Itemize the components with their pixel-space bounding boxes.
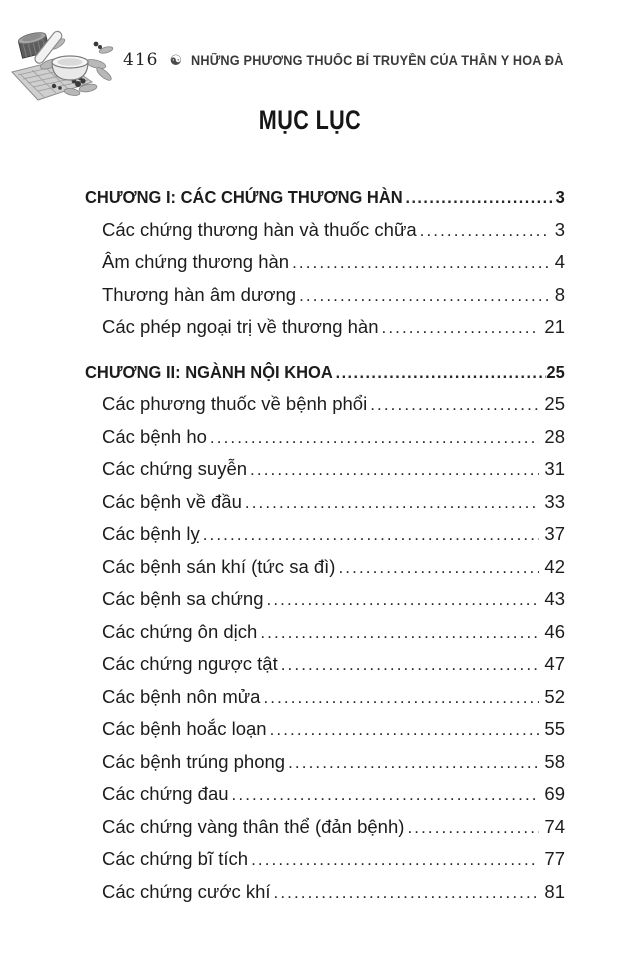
entry-page-number: 69 bbox=[544, 783, 565, 804]
mortar-pestle-herbs-illustration bbox=[8, 20, 128, 104]
entry-title: Các bệnh sa chứng bbox=[102, 588, 264, 609]
toc-entry-row bbox=[85, 843, 565, 876]
entry-page-number: 28 bbox=[544, 425, 565, 447]
entry-page-number: 43 bbox=[544, 588, 565, 609]
page-title-wrap bbox=[0, 107, 619, 134]
entry-page-number: 77 bbox=[544, 848, 565, 869]
toc-entry-row bbox=[85, 778, 565, 811]
dot-leader bbox=[263, 681, 539, 715]
entry-title: Các chứng vàng thân thể (đản bệnh) bbox=[102, 815, 405, 837]
toc-entry-row bbox=[85, 246, 565, 279]
entry-page-number: 8 bbox=[554, 283, 565, 305]
entry-page-number: 33 bbox=[544, 490, 565, 512]
toc-entry-row bbox=[85, 616, 565, 649]
entry-title: Thương hàn âm dương bbox=[102, 283, 297, 305]
toc-chapter-row bbox=[85, 356, 565, 389]
entry-page-number: 3 bbox=[554, 218, 565, 240]
running-header bbox=[123, 50, 587, 70]
entry-page-number: 52 bbox=[544, 685, 565, 707]
entry-title: Các chứng cước khí bbox=[102, 880, 271, 902]
entry-title: Các bệnh sán khí (tức sa đì) bbox=[102, 555, 336, 577]
chapter-title: CHƯƠNG I: CÁC CHỨNG THƯƠNG HÀN bbox=[85, 187, 403, 207]
mortar-shape bbox=[52, 56, 88, 80]
entry-title: Các chứng bĩ tích bbox=[102, 848, 249, 869]
toc-entry-row bbox=[85, 583, 565, 616]
toc-entry-row bbox=[85, 518, 565, 551]
dot-leader bbox=[288, 746, 539, 780]
entry-title: Các bệnh hoắc loạn bbox=[102, 718, 267, 739]
toc-entry-row bbox=[85, 746, 565, 779]
entry-title: Các bệnh trúng phong bbox=[102, 750, 286, 772]
entry-page-number: 37 bbox=[544, 523, 565, 544]
dot-leader bbox=[251, 843, 539, 877]
yin-yang-icon: ☯ bbox=[169, 51, 183, 68]
entry-title: Các bệnh ho bbox=[102, 425, 207, 447]
toc-entry-row bbox=[85, 388, 565, 421]
dot-leader bbox=[299, 279, 550, 313]
dot-leader bbox=[203, 518, 540, 552]
chapter-title: CHƯƠNG II: NGÀNH NỘI KHOA bbox=[85, 361, 333, 382]
entry-title: Các phương thuốc về bệnh phổi bbox=[102, 393, 368, 414]
entry-page-number: 46 bbox=[544, 620, 565, 642]
entry-title: Các chứng thương hàn và thuốc chữa bbox=[102, 218, 417, 240]
dot-leader bbox=[245, 486, 540, 520]
dot-leader bbox=[420, 214, 550, 248]
toc-entry-row bbox=[85, 486, 565, 519]
dot-leader bbox=[407, 811, 539, 845]
dot-leader bbox=[338, 551, 539, 585]
entry-title: Các chứng suyễn bbox=[102, 458, 248, 479]
toc-entry-row bbox=[85, 681, 565, 714]
entry-page-number: 58 bbox=[544, 750, 565, 772]
dot-leader bbox=[232, 778, 540, 812]
dot-leader bbox=[260, 616, 539, 650]
dot-leader bbox=[281, 648, 540, 682]
dot-leader bbox=[370, 388, 539, 422]
dot-leader bbox=[292, 246, 550, 280]
entry-title: Các bệnh lỵ bbox=[102, 523, 200, 544]
entry-title: Âm chứng thương hàn bbox=[102, 251, 290, 272]
dot-leader bbox=[336, 356, 547, 390]
dot-leader bbox=[270, 713, 540, 747]
entry-title: Các chứng ôn dịch bbox=[102, 620, 258, 642]
entry-title: Các chứng ngược tật bbox=[102, 653, 278, 674]
toc-entry-row bbox=[85, 214, 565, 247]
chapter-page-number: 25 bbox=[546, 361, 565, 382]
toc-entry-row bbox=[85, 279, 565, 312]
toc-entry-row bbox=[85, 311, 565, 344]
toc-entry-row bbox=[85, 648, 565, 681]
dot-leader bbox=[274, 876, 540, 910]
dot-leader bbox=[250, 453, 539, 487]
entry-page-number: 21 bbox=[544, 316, 565, 337]
toc-entry-row bbox=[85, 713, 565, 746]
toc bbox=[85, 181, 565, 908]
entry-title: Các bệnh về đầu bbox=[102, 490, 242, 512]
dot-leader bbox=[382, 311, 540, 345]
entry-page-number: 42 bbox=[544, 555, 565, 577]
book-title: NHỮNG PHƯƠNG THUỐC BÍ TRUYỀN CỦA THẦN Y HOA ĐÀ bbox=[191, 53, 564, 68]
entry-page-number: 4 bbox=[554, 251, 565, 272]
entry-title: Các chứng đau bbox=[102, 783, 229, 804]
dot-leader bbox=[267, 583, 540, 617]
toc-entry-row bbox=[85, 551, 565, 584]
entry-title: Các phép ngoại trị về thương hàn bbox=[102, 316, 379, 337]
entry-page-number: 81 bbox=[544, 880, 565, 902]
toc-entry-row bbox=[85, 421, 565, 454]
entry-page-number: 25 bbox=[544, 393, 565, 414]
toc-entry-row bbox=[85, 811, 565, 844]
page-title: MỤC LỤC bbox=[258, 105, 361, 135]
toc-entry-row bbox=[85, 453, 565, 486]
entry-page-number: 74 bbox=[544, 815, 565, 837]
toc-entry-row bbox=[85, 876, 565, 909]
page-number: 416 bbox=[123, 50, 159, 70]
toc-chapter-row bbox=[85, 181, 565, 214]
entry-page-number: 47 bbox=[544, 653, 565, 674]
entry-page-number: 55 bbox=[544, 718, 565, 739]
chapter-page-number: 3 bbox=[555, 187, 565, 207]
dot-leader bbox=[406, 181, 556, 215]
entry-title: Các bệnh nôn mửa bbox=[102, 685, 261, 707]
dot-leader bbox=[210, 421, 540, 455]
entry-page-number: 31 bbox=[544, 458, 565, 479]
